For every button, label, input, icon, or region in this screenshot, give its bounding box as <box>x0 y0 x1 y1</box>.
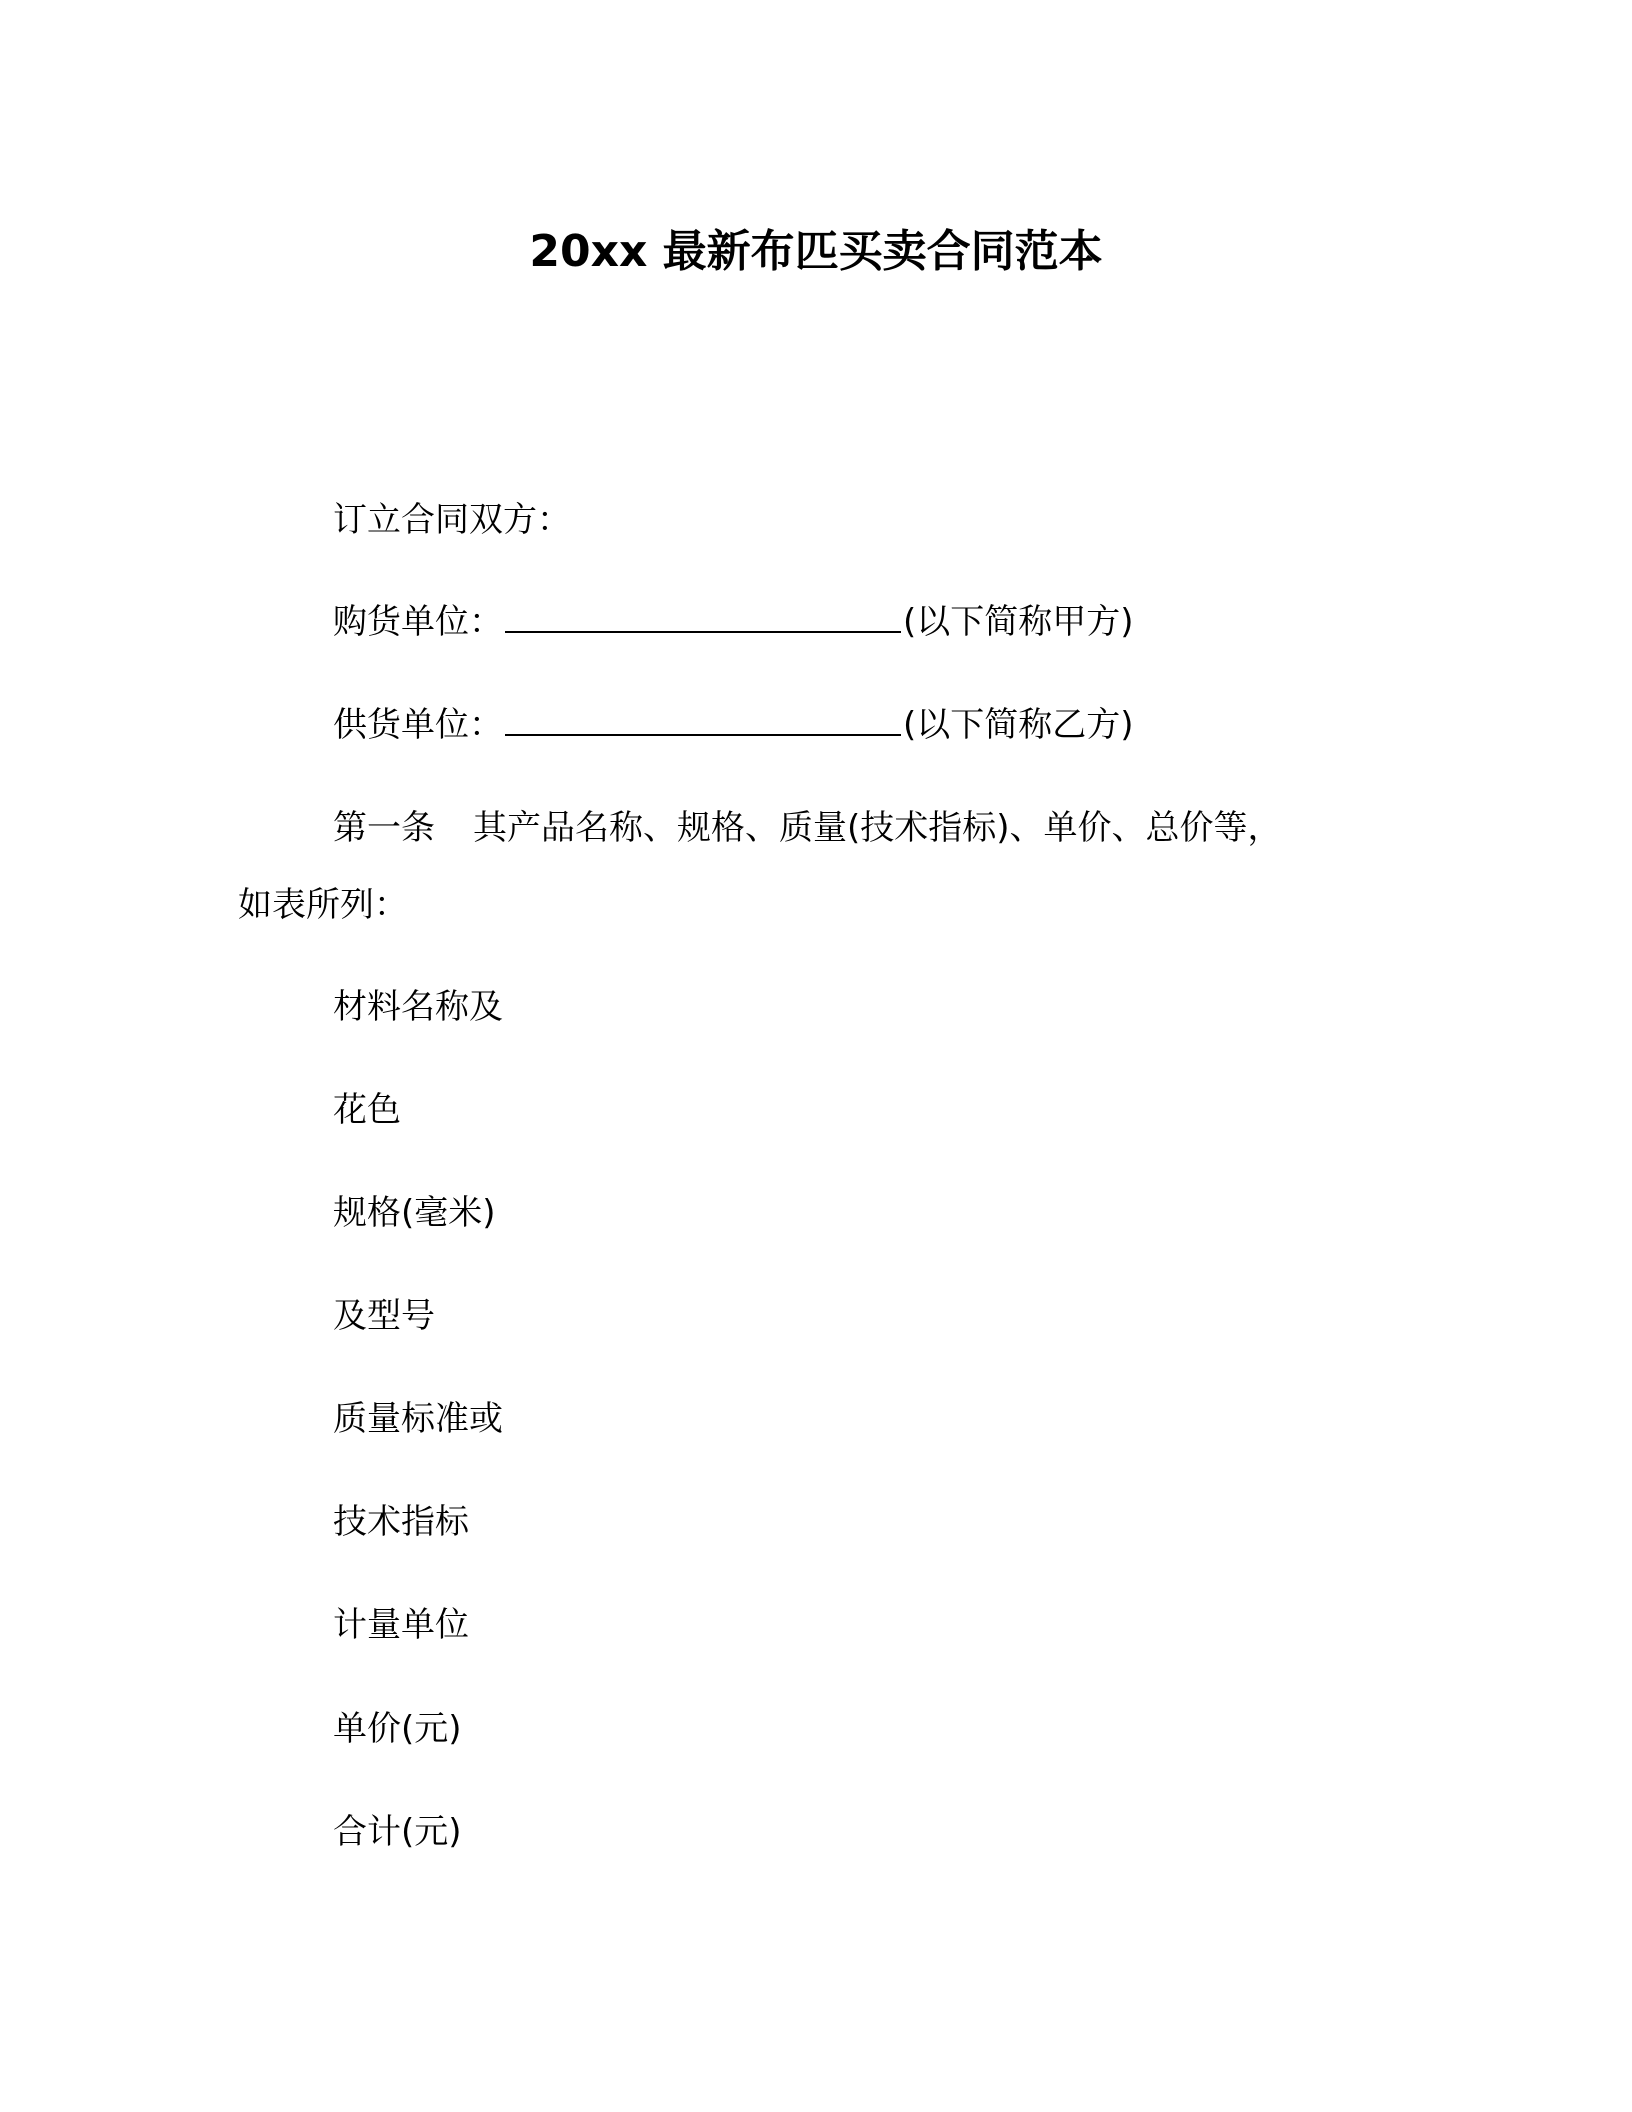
buyer-blank-field[interactable] <box>505 601 901 633</box>
article1-line1 <box>333 806 1282 850</box>
table-field: 质量标准或 <box>333 1399 503 1439</box>
table-field: 材料名称及 <box>333 987 503 1027</box>
table-field: 单价(元) <box>333 1709 462 1749</box>
article1-number: 第一条 <box>333 808 435 848</box>
document-title: 20xx 最新布匹买卖合同范本 <box>529 226 1103 277</box>
seller-suffix: (以下简称乙方) <box>903 705 1134 745</box>
table-field: 及型号 <box>333 1296 435 1336</box>
buyer-suffix: (以下简称甲方) <box>903 602 1134 642</box>
table-field: 规格(毫米) <box>333 1193 496 1233</box>
seller-blank-field[interactable] <box>505 704 901 736</box>
table-field: 计量单位 <box>333 1605 469 1645</box>
buyer-line <box>333 600 1134 644</box>
seller-label: 供货单位： <box>333 705 503 745</box>
buyer-label: 购货单位： <box>333 602 503 642</box>
parties-heading: 订立合同双方： <box>333 500 571 540</box>
table-field: 合计(元) <box>333 1812 462 1852</box>
seller-line <box>333 703 1134 747</box>
table-field: 花色 <box>333 1090 401 1130</box>
article1-text: 其产品名称、规格、质量(技术指标)、单价、总价等， <box>473 808 1282 848</box>
article1-line2: 如表所列： <box>238 885 408 925</box>
table-field: 技术指标 <box>333 1502 469 1542</box>
